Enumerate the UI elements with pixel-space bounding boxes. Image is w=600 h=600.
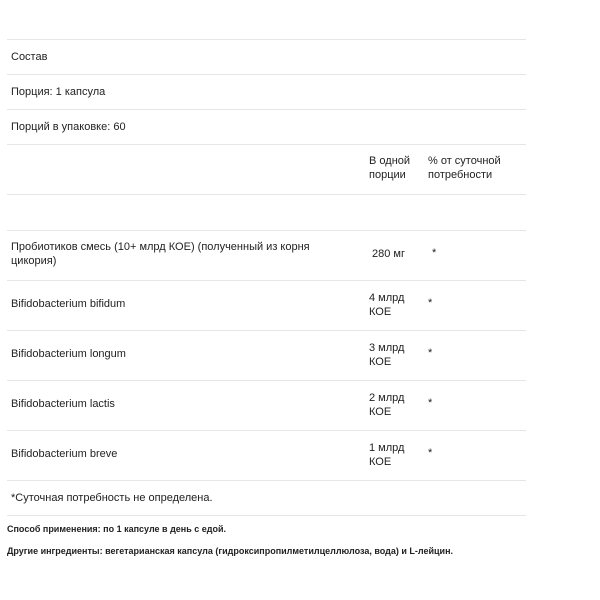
serving-size: Порция: 1 капсула <box>11 86 106 98</box>
table-row <box>7 280 526 330</box>
ingredient-name: Bifidobacterium bifidum <box>11 298 126 310</box>
ingredient-daily-value: * <box>428 397 433 409</box>
footnote-row <box>7 480 526 516</box>
ingredient-name: Пробиотиков смесь (10+ млрд КОЕ) (полученный из корня цикория) <box>11 241 310 267</box>
servings-per-container-row <box>7 109 526 144</box>
usage-instructions: Способ применения: по 1 капсуле в день с едой. <box>7 524 227 534</box>
ingredient-amount: 1 млрд КОЕ <box>369 442 405 468</box>
table-row <box>7 430 526 480</box>
ingredient-amount: 4 млрд КОЕ <box>369 292 405 318</box>
title-row <box>7 39 526 74</box>
ingredient-name: Bifidobacterium lactis <box>11 398 115 410</box>
ingredient-daily-value: * <box>428 347 433 359</box>
ingredient-amount: 2 млрд КОЕ <box>369 392 405 418</box>
other-ingredients: Другие ингредиенты: вегетарианская капсула (гидроксипропилметилцеллюлоза, вода) и L-лейцин. <box>7 546 454 556</box>
table-title: Состав <box>11 51 48 63</box>
ingredient-amount: 280 мг <box>372 248 405 260</box>
ingredient-daily-value: * <box>432 247 437 259</box>
header-row <box>7 144 526 194</box>
table-row <box>7 380 526 430</box>
header-amount-per-serving: В одной порции <box>369 155 411 181</box>
supplement-facts-table <box>7 39 526 516</box>
ingredient-name: Bifidobacterium breve <box>11 448 118 460</box>
ingredient-amount: 3 млрд КОЕ <box>369 342 405 368</box>
ingredient-name: Bifidobacterium longum <box>11 348 126 360</box>
daily-value-footnote: *Суточная потребность не определена. <box>11 492 213 504</box>
spacer-row <box>7 194 526 230</box>
table-row <box>7 330 526 380</box>
table-row <box>7 230 526 280</box>
servings-per-container: Порций в упаковке: 60 <box>11 121 126 133</box>
ingredient-daily-value: * <box>428 297 433 309</box>
header-daily-value: % от суточной потребности <box>428 155 501 181</box>
serving-size-row <box>7 74 526 109</box>
ingredient-daily-value: * <box>428 447 433 459</box>
